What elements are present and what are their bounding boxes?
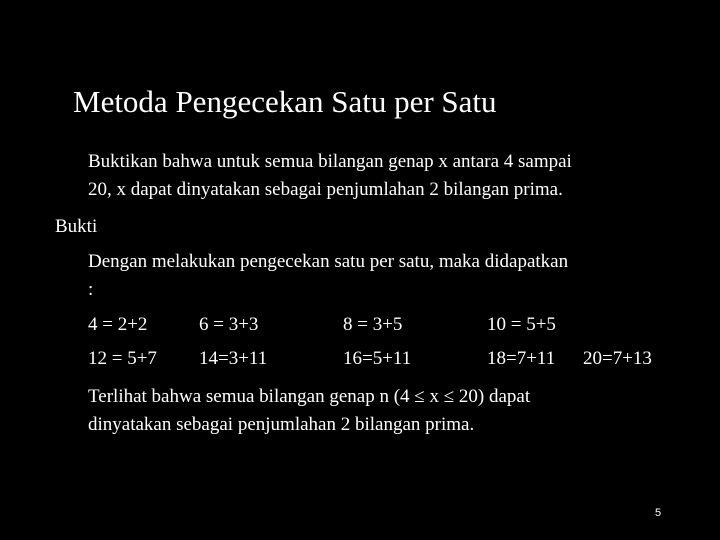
slide-title: Metoda Pengecekan Satu per Satu [73,84,497,119]
conclusion-line: Terlihat bahwa semua bilangan genap n (4 ≤ x ≤ 20) dapat [88,386,531,407]
proof-intro [88,248,568,304]
proof-heading: Bukti [55,216,98,237]
equation: 20=7+13 [583,348,652,369]
equation: 14=3+11 [199,348,268,369]
statement-line: 20, x dapat dinyatakan sebagai penjumlahan 2 bilangan prima. [88,179,563,200]
equation: 16=5+11 [343,348,412,369]
equation: 8 = 3+5 [343,314,403,335]
equation: 6 = 3+3 [199,314,259,335]
page-number: 5 [655,507,662,519]
intro-line: Dengan melakukan pengecekan satu per satu, maka didapatkan [88,251,569,272]
equation: 12 = 5+7 [88,348,157,369]
equation: 10 = 5+5 [487,314,556,335]
conclusion [88,383,530,439]
conclusion-line: dinyatakan sebagai penjumlahan 2 bilangan prima. [88,414,475,435]
statement-line: Buktikan bahwa untuk semua bilangan genap x antara 4 sampai [88,151,572,172]
intro-line: : [88,279,94,300]
problem-statement [88,148,572,204]
equation: 4 = 2+2 [88,314,148,335]
equation: 18=7+11 [487,348,556,369]
